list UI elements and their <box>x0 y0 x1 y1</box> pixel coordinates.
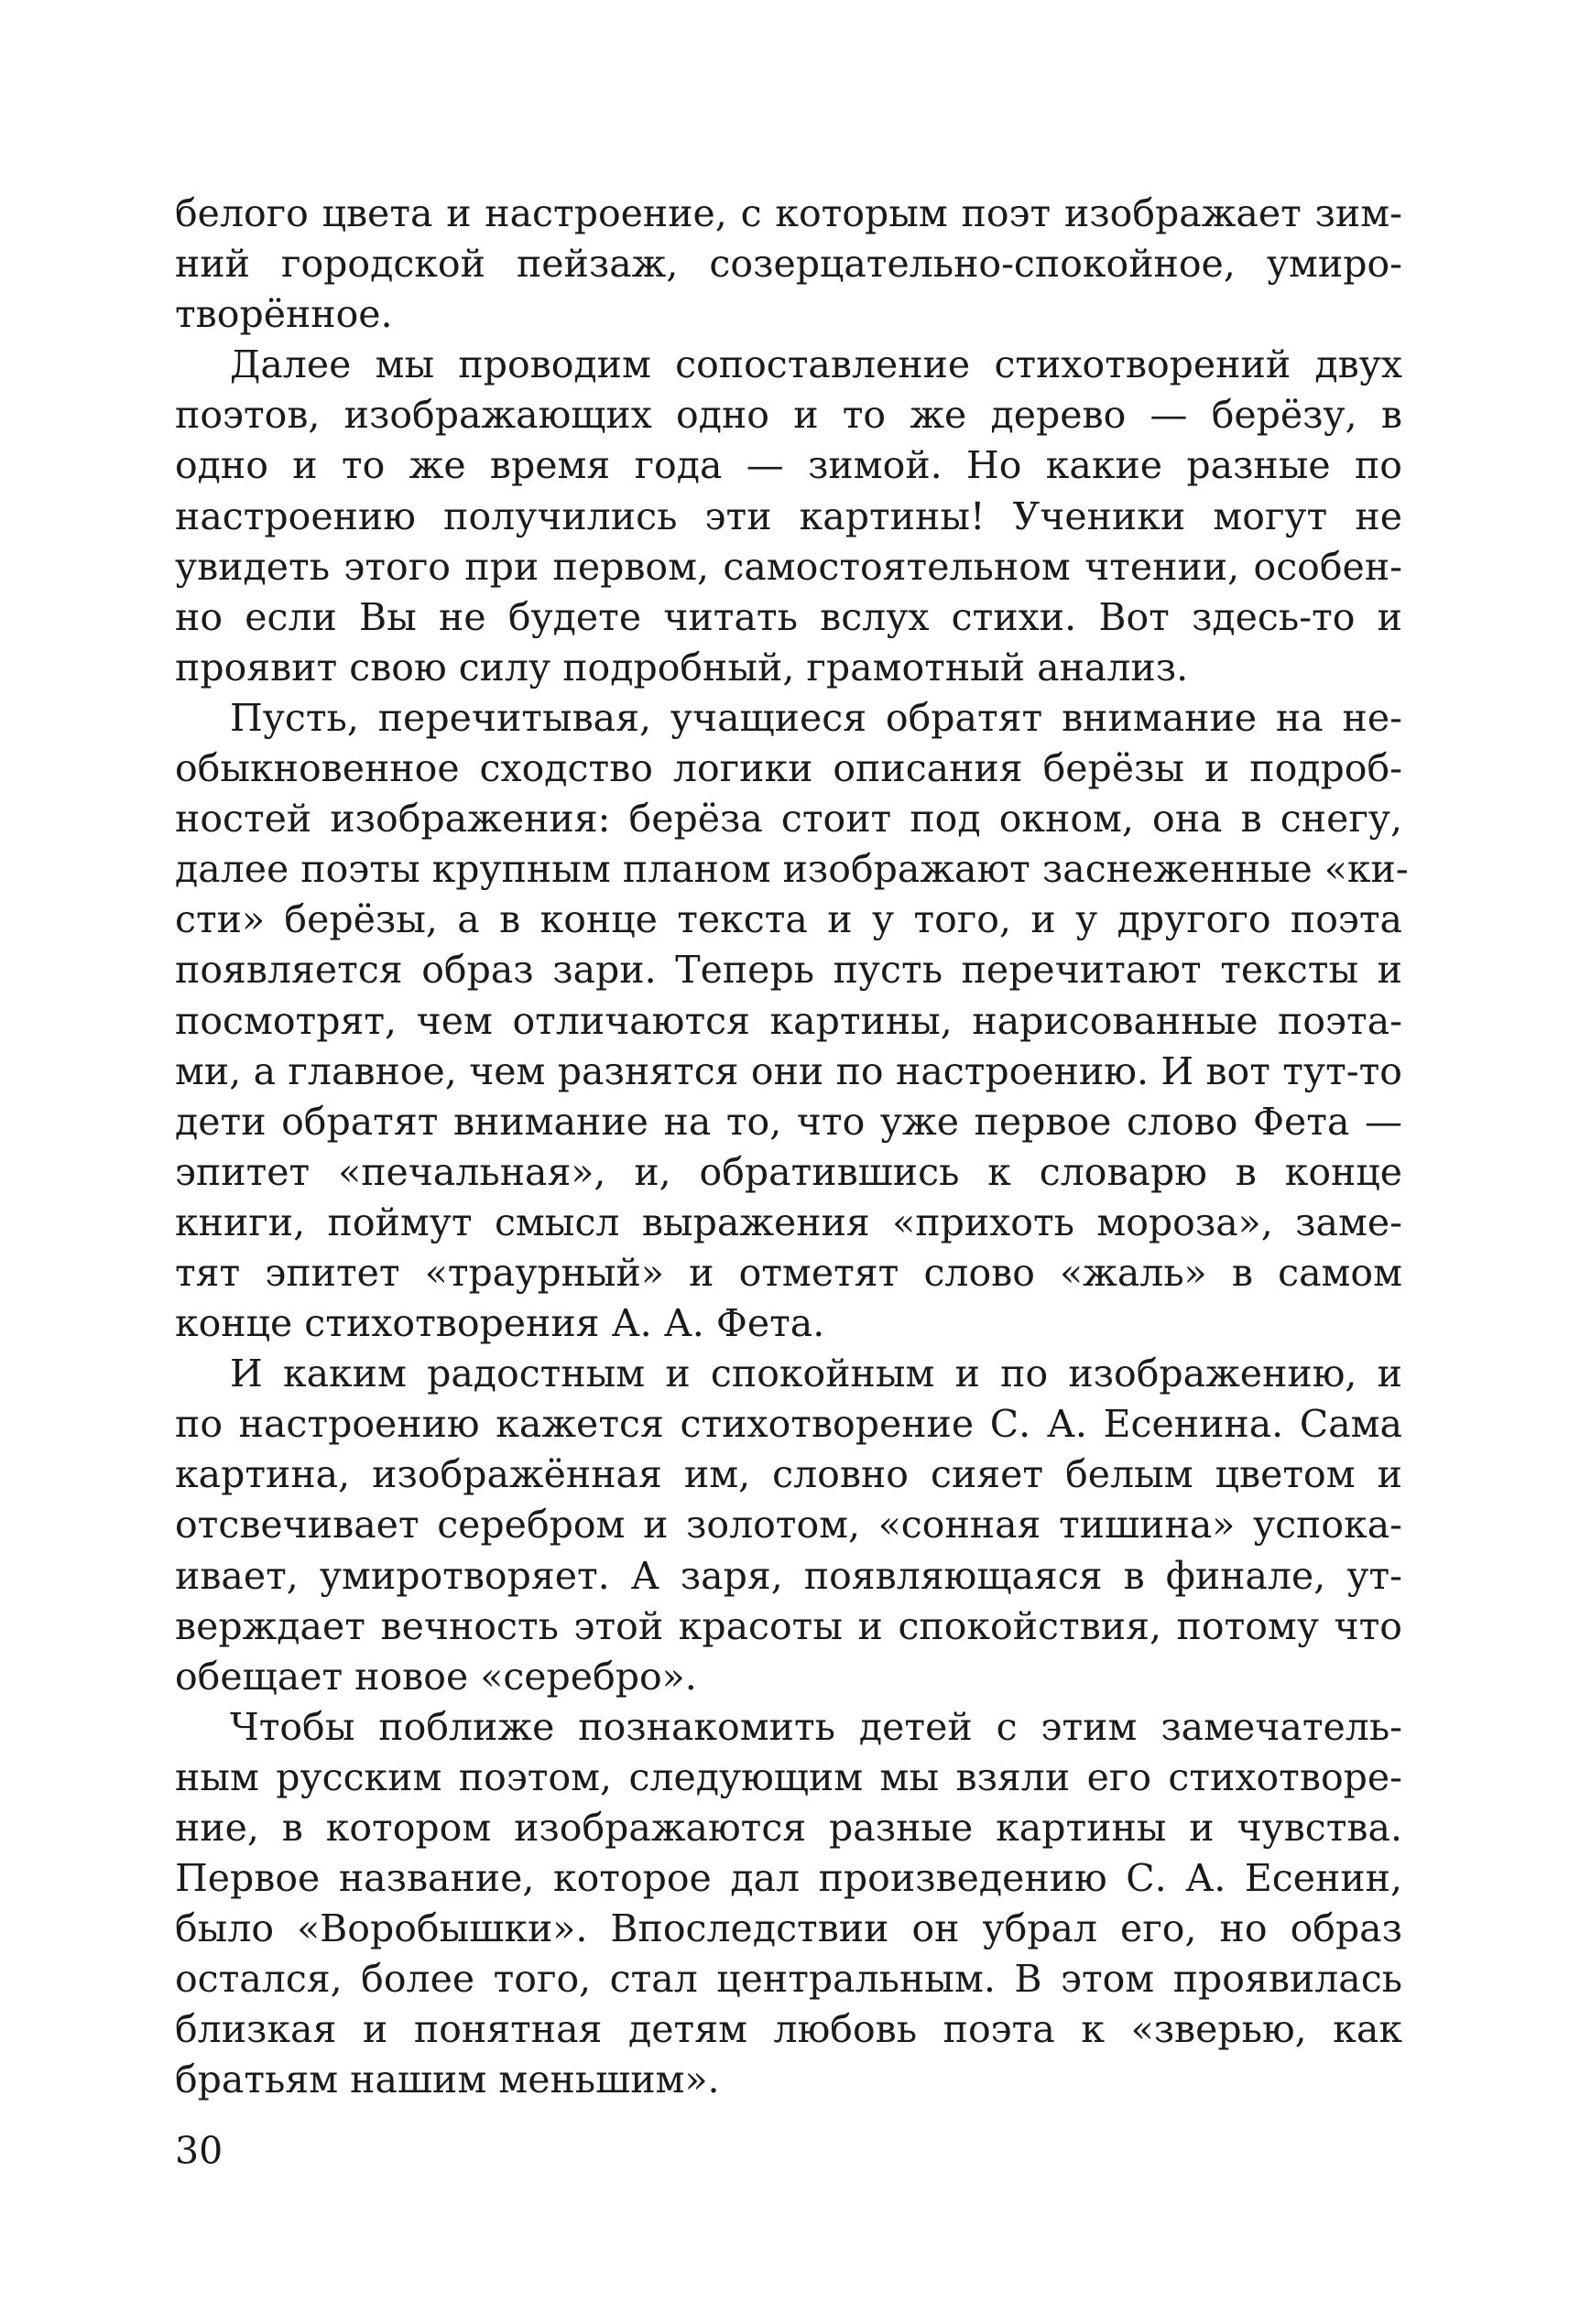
text-line: Чтобы поближе познакомить детей с этим замечатель- <box>230 1704 1402 1749</box>
text-line: появляется образ зари. Теперь пусть перечитают тексты и <box>175 948 1402 993</box>
text-line: творённое. <box>175 292 393 337</box>
text-line: остался, более того, стал центральным. В этом проявилась <box>175 1957 1402 2002</box>
text-line: настроению получились эти картины! Ученики могут не <box>175 494 1402 538</box>
paragraph <box>175 1349 1402 1702</box>
text-line: ным русским поэтом, следующим мы взяли его стихотворе- <box>175 1754 1402 1799</box>
text-line: посмотрят, чем отличаются картины, нарисованные поэта- <box>175 998 1402 1043</box>
text-line: братьям нашим меньшим». <box>175 2058 720 2102</box>
text-line: увидеть этого при первом, самостоятельном чтении, особен- <box>175 544 1402 589</box>
text-line: далее поэты крупным планом изображают заснеженные «ки- <box>175 847 1409 892</box>
text-line: одно и то же время года — зимой. Но какие разные по <box>175 443 1402 488</box>
page-number: 30 <box>175 2129 223 2173</box>
text-line: ний городской пейзаж, созерцательно-спокойное, умиро- <box>175 242 1402 287</box>
text-line: сти» берёзы, а в конце текста и у того, и у другого поэта <box>175 897 1402 942</box>
text-line: проявит свою силу подробный, грамотный анализ. <box>175 645 1189 690</box>
text-line: тят эпитет «траурный» и отметят слово «жаль» в самом <box>175 1250 1402 1295</box>
text-line: близкая и понятная детям любовь поэта к «зверью, как <box>175 2007 1402 2052</box>
text-line: обещает новое «серебро». <box>175 1654 697 1699</box>
text-line: дети обратят внимание на то, что уже первое слово Фета — <box>175 1099 1402 1144</box>
text-line: поэтов, изображающих одно и то же дерево — берёзу, в <box>175 393 1402 438</box>
text-line: И каким радостным и спокойным и по изображению, и <box>230 1352 1402 1396</box>
text-line: обыкновенное сходство логики описания берёзы и подроб- <box>175 746 1402 791</box>
paragraph <box>175 340 1402 693</box>
text-line: ивает, умиротворяет. А заря, появляющаяся в финале, ут- <box>175 1553 1402 1598</box>
body-text <box>175 189 1409 2106</box>
text-line: было «Воробышки». Впоследствии он убрал его, но образ <box>175 1906 1402 1951</box>
text-line: книги, поймут смысл выражения «прихоть мороза», заме- <box>175 1200 1402 1244</box>
paragraph <box>175 189 1402 340</box>
text-line: но если Вы не будете читать вслух стихи. Вот здесь-то и <box>175 594 1402 639</box>
text-line: верждает вечность этой красоты и спокойствия, потому что <box>175 1603 1402 1648</box>
paragraph <box>175 1702 1402 2106</box>
text-line: белого цвета и настроение, с которым поэт изображает зим- <box>175 191 1402 235</box>
text-line: отсвечивает серебром и золотом, «сонная тишина» успока- <box>175 1503 1402 1548</box>
paragraph <box>175 693 1409 1349</box>
text-line: Пусть, перечитывая, учащиеся обратят внимание на не- <box>230 695 1402 740</box>
text-line: ние, в котором изображаются разные картины и чувства. <box>175 1806 1402 1850</box>
text-line: эпитет «печальная», и, обратившись к словарю в конце <box>175 1149 1402 1194</box>
text-line: ми, а главное, чем разнятся они по настроению. И вот тут-то <box>175 1048 1402 1093</box>
text-line: Первое название, которое дал произведению С. А. Есенин, <box>175 1856 1402 1901</box>
text-line: ностей изображения: берёза стоит под окном, она в снегу, <box>175 797 1402 842</box>
text-line: по настроению кажется стихотворение С. А. Есенина. Сама <box>175 1402 1402 1447</box>
text-line: картина, изображённая им, словно сияет белым цветом и <box>175 1452 1402 1497</box>
text-line: Далее мы проводим сопоставление стихотворений двух <box>230 342 1402 387</box>
text-line: конце стихотворения А. А. Фета. <box>175 1301 825 1346</box>
